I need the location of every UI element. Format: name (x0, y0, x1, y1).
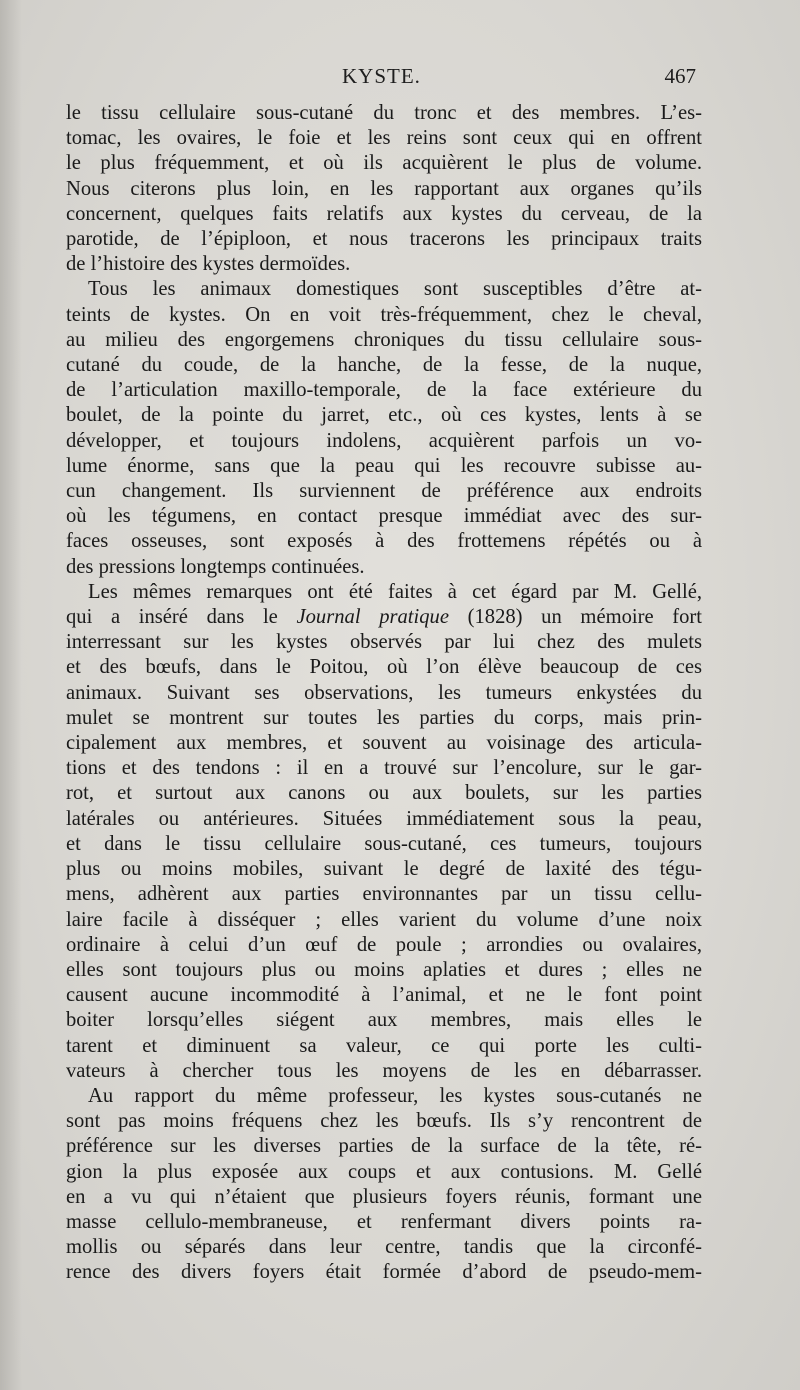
text-line: et des bœufs, dans le Poitou, où l’on élève beaucoup de ces (66, 656, 702, 679)
running-title: KYSTE. (342, 64, 421, 88)
text-line: teints de kystes. On en voit très-fréquemment, chez le cheval, (66, 303, 702, 326)
text-line: laire facile à disséquer ; elles varient du volume d’une noix (66, 908, 702, 931)
text-line: et dans le tissu cellulaire sous-cutané, ces tumeurs, toujours (66, 832, 702, 855)
text-line: gion la plus exposée aux coups et aux contusions. M. Gellé (66, 1160, 702, 1183)
text-line: des pressions longtemps continuées. (66, 555, 365, 578)
text-line: latérales ou antérieures. Situées immédiatement sous la peau, (66, 807, 702, 830)
text-line: Nous citerons plus loin, en les rapportant aux organes qu’ils (66, 177, 702, 200)
page-gutter-shadow (0, 0, 22, 1390)
text-line: en a vu qui n’étaient que plusieurs foyers réunis, formant une (66, 1185, 702, 1208)
text-line: ordinaire à celui d’un œuf de poule ; arrondies ou ovalaires, (66, 933, 702, 956)
text-line: rot, et surtout aux canons ou aux boulets, sur les parties (66, 782, 702, 805)
journal-title: Journal pratique (296, 606, 449, 629)
text-line: de l’articulation maxillo-temporale, de la face extérieure du (66, 379, 702, 402)
text-line: le plus fréquemment, et où ils acquièrent le plus de volume. (66, 152, 702, 175)
text-line: concernent, quelques faits relatifs aux kystes du cerveau, de la (66, 202, 702, 225)
text-line: mollis ou séparés dans leur centre, tandis que la circonfé- (66, 1236, 702, 1259)
paragraph-2 (66, 277, 702, 579)
text-line: cun changement. Ils surviennent de préférence aux endroits (66, 480, 702, 503)
text-line: mens, adhèrent aux parties environnantes par un tissu cellu- (66, 883, 702, 906)
text-line: vateurs à chercher tous les moyens de les en débarrasser. (66, 1059, 702, 1082)
text-line: rence des divers foyers était formée d’abord de pseudo-mem- (66, 1261, 702, 1284)
text-line: causent aucune incommodité à l’animal, et ne le font point (66, 984, 702, 1007)
text-line: Tous les animaux domestiques sont susceptibles d’être at- (88, 278, 702, 301)
text-line: sont pas moins fréquens chez les bœufs. Ils s’y rencontrent de (66, 1110, 702, 1133)
text-line: où les tégumens, en contact presque immédiat avec des sur- (66, 505, 702, 528)
text-line: masse cellulo-membraneuse, et renfermant divers points ra- (66, 1210, 702, 1233)
text-line: tomac, les ovaires, le foie et les reins sont ceux qui en offrent (66, 127, 702, 150)
text-line: parotide, de l’épiploon, et nous tracerons les principaux traits (66, 228, 702, 251)
body-text (66, 101, 702, 1286)
text-line: au milieu des engorgemens chroniques du tissu cellulaire sous- (66, 328, 702, 351)
text-line: animaux. Suivant ses observations, les tumeurs enkystées du (66, 681, 702, 704)
text-line: plus ou moins mobiles, suivant le degré de laxité des tégu- (66, 858, 702, 881)
text-line: le tissu cellulaire sous-cutané du tronc et des membres. L’es- (66, 102, 702, 124)
text-line: tarent et diminuent sa valeur, ce qui porte les culti- (66, 1034, 702, 1057)
page-number: 467 (664, 64, 696, 88)
text-line: boiter lorsqu’elles siégent aux membres, mais elles le (66, 1009, 702, 1032)
text-line: qui a inséré dans le Journal pratique (1828) un mémoire fort (66, 606, 702, 629)
paragraph-1 (66, 101, 702, 277)
text-line: tions et des tendons : il en a trouvé sur l’encolure, sur le gar- (66, 757, 702, 780)
text-line: Au rapport du même professeur, les kystes sous-cutanés ne (88, 1084, 702, 1107)
page-header (60, 64, 700, 94)
text-line: Les mêmes remarques ont été faites à cet égard par M. Gellé, (88, 580, 702, 603)
text-line: cipalement aux membres, et souvent au voisinage des articula- (66, 732, 702, 755)
text-line: boulet, de la pointe du jarret, etc., où ces kystes, lents à se (66, 404, 702, 427)
paragraph-4 (66, 1084, 702, 1286)
text-line: préférence sur les diverses parties de la surface de la tête, ré- (66, 1135, 702, 1158)
text-line: faces osseuses, sont exposés à des frottemens répétés ou à (66, 530, 702, 553)
text-line: lume énorme, sans que la peau qui les recouvre subisse au- (66, 454, 702, 477)
text-line: de l’histoire des kystes dermoïdes. (66, 253, 351, 276)
text-line: développer, et toujours indolens, acquièrent parfois un vo- (66, 429, 702, 452)
text-line: cutané du coude, de la hanche, de la fesse, de la nuque, (66, 354, 702, 377)
text-line: interressant sur les kystes observés par lui chez des mulets (66, 631, 702, 654)
paragraph-3 (66, 580, 702, 1084)
text-line: elles sont toujours plus ou moins aplaties et dures ; elles ne (66, 958, 702, 981)
text-line: mulet se montrent sur toutes les parties du corps, mais prin- (66, 706, 702, 729)
